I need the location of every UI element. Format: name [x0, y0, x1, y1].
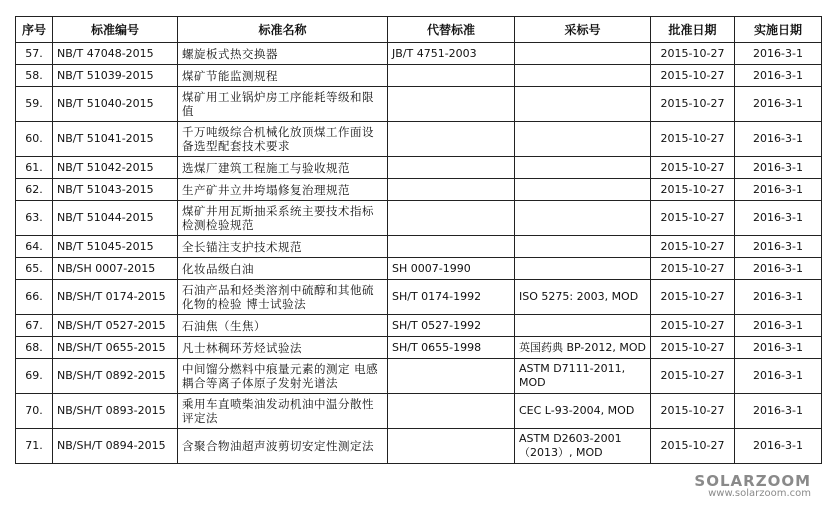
cell-adopted — [515, 65, 651, 87]
cell-replaces — [388, 179, 515, 201]
cell-approved: 2015-10-27 — [651, 359, 735, 394]
cell-no: 68. — [16, 337, 53, 359]
cell-name: 中间馏分燃料中痕量元素的测定 电感耦合等离子体原子发射光谱法 — [178, 359, 388, 394]
cell-no: 63. — [16, 201, 53, 236]
cell-name: 乘用车直喷柴油发动机油中温分散性评定法 — [178, 394, 388, 429]
table-row — [16, 87, 822, 122]
cell-name: 石油产品和烃类溶剂中硫醇和其他硫化物的检验 博士试验法 — [178, 280, 388, 315]
cell-adopted — [515, 43, 651, 65]
table-row — [16, 43, 822, 65]
cell-replaces: SH/T 0527-1992 — [388, 315, 515, 337]
cell-no: 70. — [16, 394, 53, 429]
cell-adopted — [515, 236, 651, 258]
cell-adopted — [515, 157, 651, 179]
table-row — [16, 236, 822, 258]
cell-adopted — [515, 201, 651, 236]
cell-approved: 2015-10-27 — [651, 394, 735, 429]
cell-effective: 2016-3-1 — [735, 87, 822, 122]
cell-code: NB/T 51043-2015 — [53, 179, 178, 201]
cell-adopted: 英国药典 BP-2012, MOD — [515, 337, 651, 359]
cell-adopted — [515, 179, 651, 201]
cell-code: NB/SH/T 0894-2015 — [53, 429, 178, 464]
cell-name: 石油焦（生焦） — [178, 315, 388, 337]
cell-approved: 2015-10-27 — [651, 280, 735, 315]
cell-no: 60. — [16, 122, 53, 157]
cell-effective: 2016-3-1 — [735, 258, 822, 280]
watermark-brand: SOLARZOOM — [694, 472, 811, 490]
cell-effective: 2016-3-1 — [735, 429, 822, 464]
header-adopted: 采标号 — [515, 17, 651, 43]
cell-code: NB/SH/T 0655-2015 — [53, 337, 178, 359]
cell-replaces — [388, 87, 515, 122]
cell-adopted — [515, 258, 651, 280]
cell-effective: 2016-3-1 — [735, 179, 822, 201]
cell-adopted: CEC L-93-2004, MOD — [515, 394, 651, 429]
standards-table — [15, 16, 822, 464]
cell-no: 64. — [16, 236, 53, 258]
watermark — [694, 472, 811, 499]
cell-no: 59. — [16, 87, 53, 122]
table-row — [16, 280, 822, 315]
cell-adopted — [515, 122, 651, 157]
cell-effective: 2016-3-1 — [735, 315, 822, 337]
cell-effective: 2016-3-1 — [735, 359, 822, 394]
cell-replaces — [388, 394, 515, 429]
table-row — [16, 315, 822, 337]
cell-effective: 2016-3-1 — [735, 236, 822, 258]
cell-approved: 2015-10-27 — [651, 43, 735, 65]
table-row — [16, 359, 822, 394]
cell-effective: 2016-3-1 — [735, 394, 822, 429]
table-row — [16, 179, 822, 201]
cell-code: NB/SH/T 0892-2015 — [53, 359, 178, 394]
table-row — [16, 65, 822, 87]
cell-approved: 2015-10-27 — [651, 315, 735, 337]
cell-code: NB/T 51039-2015 — [53, 65, 178, 87]
cell-no: 62. — [16, 179, 53, 201]
cell-effective: 2016-3-1 — [735, 280, 822, 315]
table-header-row — [16, 17, 822, 43]
header-replaces: 代替标准 — [388, 17, 515, 43]
cell-code: NB/T 51042-2015 — [53, 157, 178, 179]
table-row — [16, 157, 822, 179]
cell-code: NB/T 51045-2015 — [53, 236, 178, 258]
cell-name: 煤矿井用瓦斯抽采系统主要技术指标检测检验规范 — [178, 201, 388, 236]
cell-code: NB/T 51041-2015 — [53, 122, 178, 157]
cell-approved: 2015-10-27 — [651, 236, 735, 258]
watermark-url: www.solarzoom.com — [708, 488, 811, 499]
cell-approved: 2015-10-27 — [651, 179, 735, 201]
cell-code: NB/SH/T 0893-2015 — [53, 394, 178, 429]
cell-approved: 2015-10-27 — [651, 258, 735, 280]
table-row — [16, 258, 822, 280]
cell-no: 57. — [16, 43, 53, 65]
table-row — [16, 122, 822, 157]
cell-no: 66. — [16, 280, 53, 315]
cell-replaces: SH 0007-1990 — [388, 258, 515, 280]
table-row — [16, 337, 822, 359]
cell-replaces — [388, 236, 515, 258]
cell-code: NB/T 47048-2015 — [53, 43, 178, 65]
cell-replaces — [388, 65, 515, 87]
cell-approved: 2015-10-27 — [651, 65, 735, 87]
cell-name: 生产矿井立井垮塌修复治理规范 — [178, 179, 388, 201]
cell-no: 69. — [16, 359, 53, 394]
cell-adopted: ASTM D7111-2011, MOD — [515, 359, 651, 394]
cell-replaces — [388, 122, 515, 157]
cell-replaces — [388, 429, 515, 464]
cell-replaces: SH/T 0174-1992 — [388, 280, 515, 315]
cell-name: 螺旋板式热交换器 — [178, 43, 388, 65]
cell-approved: 2015-10-27 — [651, 337, 735, 359]
header-effective: 实施日期 — [735, 17, 822, 43]
cell-effective: 2016-3-1 — [735, 43, 822, 65]
cell-replaces — [388, 201, 515, 236]
cell-code: NB/T 51040-2015 — [53, 87, 178, 122]
cell-code: NB/SH 0007-2015 — [53, 258, 178, 280]
cell-adopted — [515, 315, 651, 337]
cell-replaces — [388, 359, 515, 394]
header-no: 序号 — [16, 17, 53, 43]
cell-no: 65. — [16, 258, 53, 280]
cell-effective: 2016-3-1 — [735, 122, 822, 157]
table-row — [16, 201, 822, 236]
cell-adopted: ASTM D2603-2001（2013）, MOD — [515, 429, 651, 464]
cell-name: 化妆品级白油 — [178, 258, 388, 280]
cell-approved: 2015-10-27 — [651, 157, 735, 179]
cell-approved: 2015-10-27 — [651, 122, 735, 157]
cell-name: 凡士林稠环芳烃试验法 — [178, 337, 388, 359]
cell-no: 58. — [16, 65, 53, 87]
cell-name: 全长锚注支护技术规范 — [178, 236, 388, 258]
cell-name: 选煤厂建筑工程施工与验收规范 — [178, 157, 388, 179]
cell-replaces: JB/T 4751-2003 — [388, 43, 515, 65]
table-row — [16, 429, 822, 464]
table-row — [16, 394, 822, 429]
cell-approved: 2015-10-27 — [651, 201, 735, 236]
cell-adopted: ISO 5275: 2003, MOD — [515, 280, 651, 315]
cell-approved: 2015-10-27 — [651, 87, 735, 122]
cell-replaces — [388, 157, 515, 179]
cell-code: NB/T 51044-2015 — [53, 201, 178, 236]
cell-code: NB/SH/T 0174-2015 — [53, 280, 178, 315]
cell-effective: 2016-3-1 — [735, 157, 822, 179]
cell-name: 煤矿用工业锅炉房工序能耗等级和限值 — [178, 87, 388, 122]
standards-table-container — [15, 16, 822, 464]
header-code: 标准编号 — [53, 17, 178, 43]
header-approved: 批准日期 — [651, 17, 735, 43]
header-name: 标准名称 — [178, 17, 388, 43]
cell-effective: 2016-3-1 — [735, 337, 822, 359]
cell-replaces: SH/T 0655-1998 — [388, 337, 515, 359]
cell-effective: 2016-3-1 — [735, 65, 822, 87]
cell-name: 煤矿节能监测规程 — [178, 65, 388, 87]
cell-no: 61. — [16, 157, 53, 179]
cell-adopted — [515, 87, 651, 122]
cell-approved: 2015-10-27 — [651, 429, 735, 464]
cell-no: 67. — [16, 315, 53, 337]
cell-name: 含聚合物油超声波剪切安定性测定法 — [178, 429, 388, 464]
cell-no: 71. — [16, 429, 53, 464]
cell-code: NB/SH/T 0527-2015 — [53, 315, 178, 337]
cell-name: 千万吨级综合机械化放顶煤工作面设备选型配套技术要求 — [178, 122, 388, 157]
cell-effective: 2016-3-1 — [735, 201, 822, 236]
